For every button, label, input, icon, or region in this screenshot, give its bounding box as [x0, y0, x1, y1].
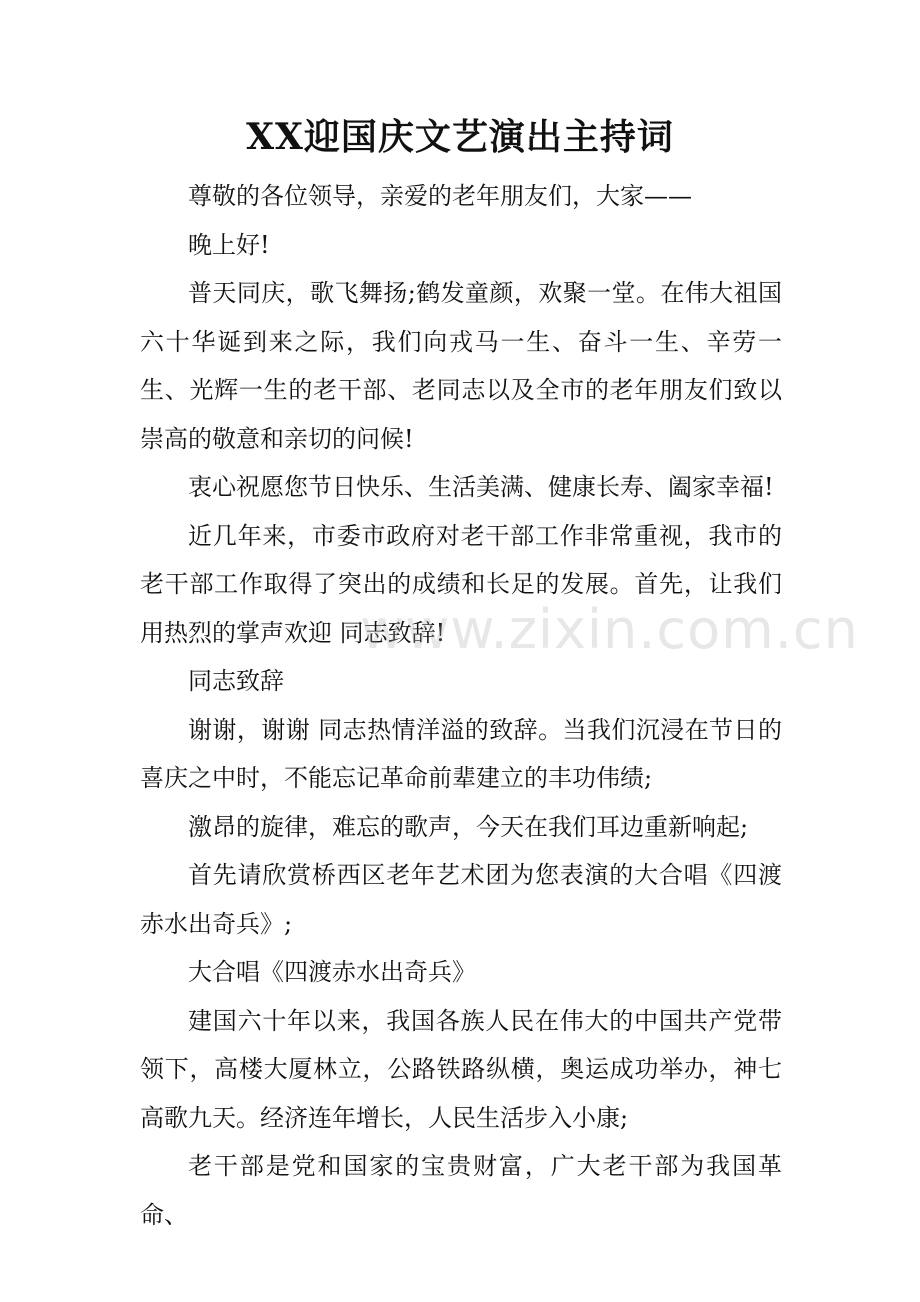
paragraph-program-cue: 大合唱《四渡赤水出奇兵》 [188, 958, 476, 986]
watermark-text: www.zixin.com.cn [360, 598, 859, 661]
paragraph-celebration: 普天同庆，歌飞舞扬;鹤发童颜，欢聚一堂。在伟大祖国六十华诞到来之际，我们向戎马一生、奋斗一生、辛劳一生、光辉一生的老干部、老同志以及全市的老年朋友们致以崇高的敬意和亲切的问候! [140, 279, 782, 453]
paragraph-good-evening: 晚上好! [188, 230, 270, 259]
paragraph-veterans: 老干部是党和国家的宝贵财富，广大老干部为我国革命、 [140, 1152, 782, 1229]
paragraph-melody: 激昂的旋律，难忘的歌声，今天在我们耳边重新响起; [188, 812, 749, 841]
paragraph-welcome-speech: 近几年来，市委市政府对老干部工作非常重视，我市的老干部工作取得了突出的成绩和长足的发展。首先，让我们用热烈的掌声欢迎 同志致辞! [140, 521, 782, 647]
paragraph-thanks: 谢谢，谢谢 同志热情洋溢的致辞。当我们沉浸在节日的喜庆之中时，不能忘记革命前辈建立的丰功伟绩; [140, 715, 782, 792]
document-title: XX迎国庆文艺演出主持词 [246, 116, 674, 158]
document-body [140, 172, 782, 1239]
paragraph-first-program: 首先请欣赏桥西区老年艺术团为您表演的大合唱《四渡赤水出奇兵》; [140, 861, 782, 938]
paragraph-speech-cue: 同志致辞 [188, 667, 284, 695]
paragraph-achievements: 建国六十年以来，我国各族人民在伟大的中国共产党带领下，高楼大厦林立，公路铁路纵横，奥运成功举办，神七高歌九天。经济连年增长，人民生活步入小康; [140, 1006, 782, 1132]
paragraph-wishes: 衷心祝愿您节日快乐、生活美满、健康长寿、阖家幸福! [188, 473, 774, 501]
paragraph-greeting: 尊敬的各位领导，亲爱的老年朋友们，大家—— [188, 182, 692, 210]
